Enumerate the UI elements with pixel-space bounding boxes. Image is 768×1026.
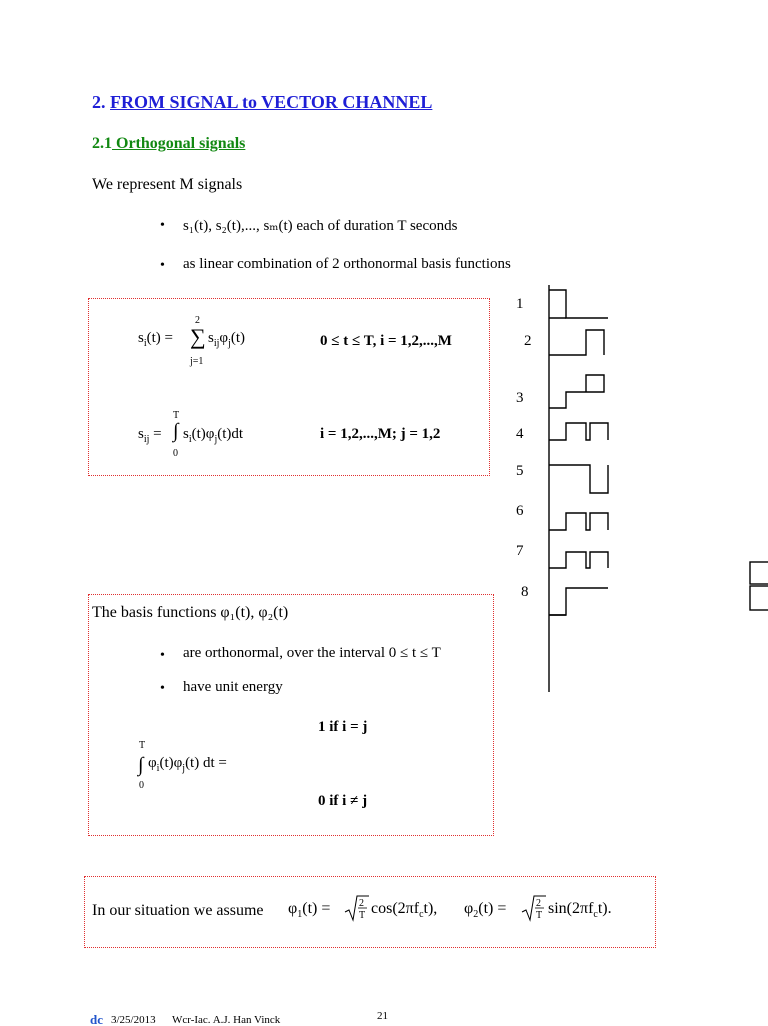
- section-number: 2.: [92, 92, 106, 112]
- waveform-4: [549, 423, 608, 440]
- signal-label-7: 7: [516, 543, 524, 559]
- basis-intro: The basis functions φ₁(t), φ₂(t): [92, 604, 289, 621]
- subsection-title: Orthogonal signals: [112, 135, 246, 152]
- sum-symbol: ∑: [190, 324, 206, 349]
- waveform-1: [549, 290, 608, 318]
- frac-denominator: T: [359, 910, 366, 921]
- frac-denominator: T: [536, 910, 543, 921]
- case-not-equal: 0 if i ≠ j: [318, 793, 368, 809]
- bullet-signals: s₁(t), s₂(t),..., sₘ(t) each of duration T seconds: [183, 218, 458, 234]
- footer-date: 3/25/2013: [111, 1014, 156, 1026]
- signal-label-3: 3: [516, 390, 524, 406]
- waveform-5: [549, 465, 608, 493]
- equations-box: [88, 298, 490, 476]
- signal-label-4: 4: [516, 426, 524, 442]
- sin-term: $\sin(2\pi f_ct)$.: [548, 900, 612, 921]
- page-number: 21: [377, 1010, 388, 1022]
- bullet-dot: •: [160, 648, 165, 663]
- sqrt-symbol: [344, 894, 370, 922]
- section-title: FROM SIGNAL to VECTOR CHANNEL: [110, 92, 433, 112]
- signal-waveforms: [538, 280, 768, 700]
- section-heading: [92, 92, 432, 113]
- integral-lower-limit: 0: [139, 780, 144, 791]
- logo-icon: [90, 1013, 106, 1025]
- bullet-orthonormal: are orthonormal, over the interval 0 ≤ t ≤ T: [183, 645, 441, 661]
- bullet-dot: •: [160, 258, 165, 273]
- integral-upper-limit: T: [173, 410, 180, 421]
- sum-lower-limit: j=1: [190, 356, 204, 367]
- subsection-heading: [92, 135, 245, 153]
- equation-signal-expansion: $s_i(t)$ =: [138, 330, 173, 349]
- intro-text: We represent M signals: [92, 176, 243, 193]
- footer-author: Wcr-Iac. A.J. Han Vinck: [172, 1014, 281, 1026]
- waveform-8: [549, 588, 608, 615]
- integral-term: $s_i(t)\varphi_j(t)dt$: [183, 426, 244, 445]
- sum-term: $s_{ij}\varphi_j(t)$: [208, 330, 246, 349]
- signal-label-5: 5: [516, 463, 524, 479]
- equation-coefficient: $s_{ij}$ =: [138, 426, 162, 445]
- signal-label-8: 8: [521, 584, 529, 600]
- sum-upper-limit: 2: [195, 315, 200, 326]
- waveform-7: [549, 552, 608, 568]
- cos-term: $\cos(2\pi f_ct)$,: [371, 900, 438, 921]
- signal-label-6: 6: [516, 503, 524, 519]
- integral-lower-limit: 0: [173, 448, 178, 459]
- integral-symbol: ∫: [138, 754, 144, 776]
- frac-numerator: 2: [359, 898, 364, 909]
- phi2-definition: $\varphi_2(t)$ =: [464, 900, 507, 921]
- edge-box-top: [750, 562, 768, 584]
- svg-text:dc: dc: [90, 1013, 103, 1025]
- sqrt-symbol: [521, 894, 547, 922]
- bullet-linear-combination: as linear combination of 2 orthonormal basis functions: [183, 256, 511, 272]
- integral-symbol: ∫: [173, 420, 179, 442]
- assumption-text: In our situation we assume: [92, 902, 264, 919]
- signal-label-2: 2: [524, 333, 532, 349]
- subsection-number: 2.1: [92, 135, 112, 152]
- case-equal: 1 if i = j: [318, 719, 368, 735]
- bullet-dot: •: [160, 681, 165, 696]
- signal-label-1: 1: [516, 296, 524, 312]
- bullet-unit-energy: have unit energy: [183, 679, 283, 695]
- waveform-2: [549, 330, 604, 355]
- integral-upper-limit: T: [139, 740, 146, 751]
- equation-range: 0 ≤ t ≤ T, i = 1,2,...,M: [320, 333, 452, 349]
- waveform-6: [549, 513, 608, 530]
- phi1-definition: $\varphi_1(t)$ =: [288, 900, 331, 921]
- frac-numerator: 2: [536, 898, 541, 909]
- orthonormal-integral: $\varphi_i(t)\varphi_j(t)$ dt =: [148, 755, 227, 774]
- basis-box: [88, 594, 494, 836]
- edge-box-bottom: [750, 586, 768, 610]
- waveform-3: [549, 375, 604, 408]
- coefficient-range: i = 1,2,...,M; j = 1,2: [320, 426, 441, 442]
- bullet-dot: •: [160, 218, 165, 233]
